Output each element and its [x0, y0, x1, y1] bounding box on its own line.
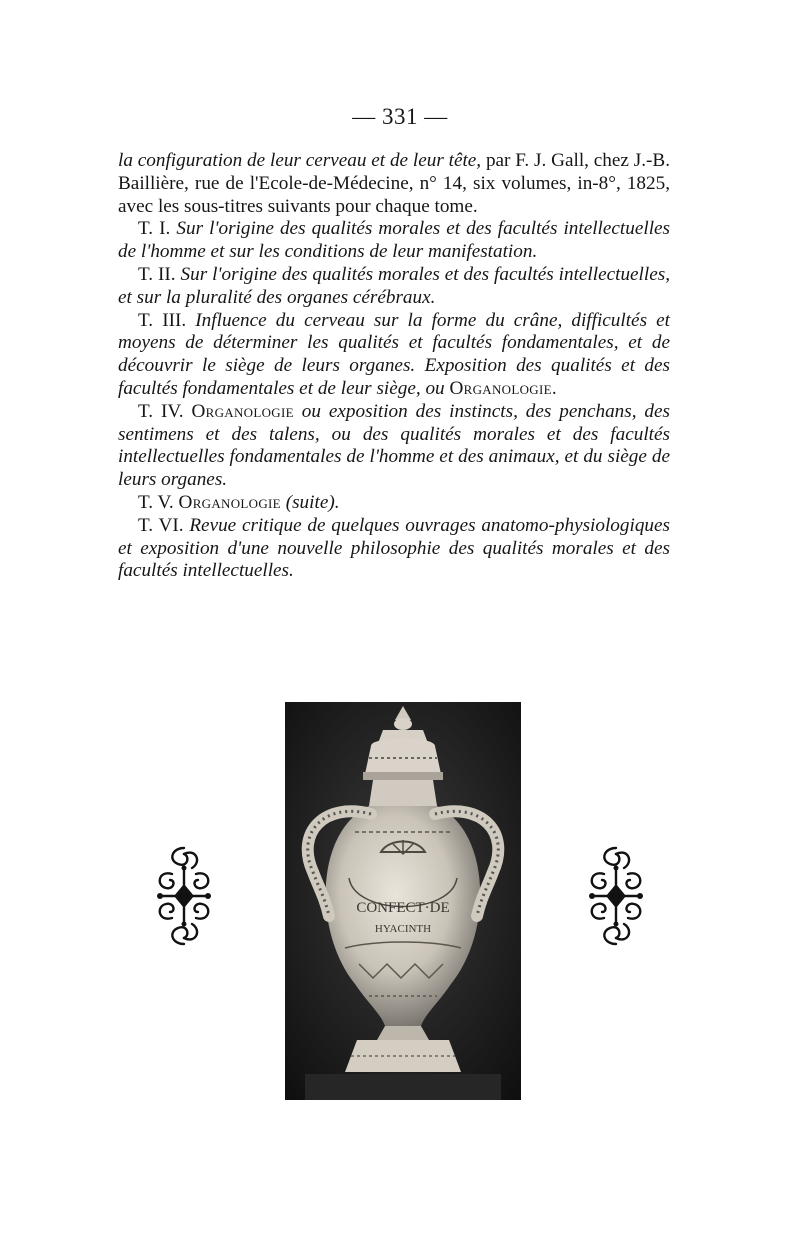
intro-rest: par F. J. Gall, chez J.-B. Baillière, rue de l'Ecole-de-Médecine, n° 14, six volumes, in-8°, 1825, avec les sous-titres suivants pour chaque tome. [118, 150, 670, 217]
volume-label: T. VI. [138, 514, 184, 536]
vase-plate [285, 702, 521, 1100]
vase-inscription-1: CONFECT·DE [356, 900, 450, 916]
volume-title: Revue critique de quelques ouvrages anatomo-physiologiques et exposition d'une nouvelle philosophie des qualités morales et des facultés intellectuelles. [118, 514, 670, 582]
volume-label: T. V. [138, 491, 174, 513]
volume-entry-5 [118, 492, 670, 515]
volume-label: T. I. [138, 218, 171, 240]
volume-label: T. II. [138, 263, 176, 285]
volume-title: ou exposition des instincts, des penchans, des sentimens et des talens, ou des qualités morales et des facultés intellectuelles fondamentales de l'homme et des animaux, et du siège de leurs organes. [118, 400, 671, 491]
volume-entry-1 [118, 218, 670, 264]
vase-illustration [285, 702, 521, 1100]
volume-entry-6 [118, 515, 670, 583]
volume-smallcaps: Organologie. [449, 377, 557, 399]
volume-title: (suite). [285, 491, 340, 513]
fleuron-icon [582, 840, 650, 952]
volume-title: Sur l'origine des qualités morales et des facultés intellectuelles de l'homme et sur les conditions de leur manifestation. [118, 218, 671, 263]
volume-entry-3 [118, 310, 670, 401]
volume-entry-4 [118, 401, 670, 492]
volume-entry-2 [118, 264, 670, 310]
volume-label: T. III. [138, 309, 187, 331]
volume-smallcaps: Organologie [191, 400, 294, 422]
page-number: — 331 — [352, 104, 448, 129]
intro-paragraph [118, 150, 670, 218]
volume-title: Influence du cerveau sur la forme du crâne, difficultés et moyens de déterminer les qualités et facultés fondamentales, et de découvrir le siège de leurs organes. Exposition des qualités et des facultés fondamentales et de leur siège, ou [118, 309, 671, 399]
fleuron-icon [150, 840, 218, 952]
vase-inscription-2: HYACINTH [374, 923, 432, 935]
volume-label: T. IV. [138, 400, 184, 422]
volume-smallcaps: Organologie [178, 491, 281, 513]
intro-title: la configuration de leur cerveau et de leur tête, [118, 150, 482, 171]
volume-title: Sur l'origine des qualités morales et des facultés intellectuelles, et sur la pluralité des organes cérébraux. [118, 263, 670, 308]
body-text [118, 150, 670, 583]
